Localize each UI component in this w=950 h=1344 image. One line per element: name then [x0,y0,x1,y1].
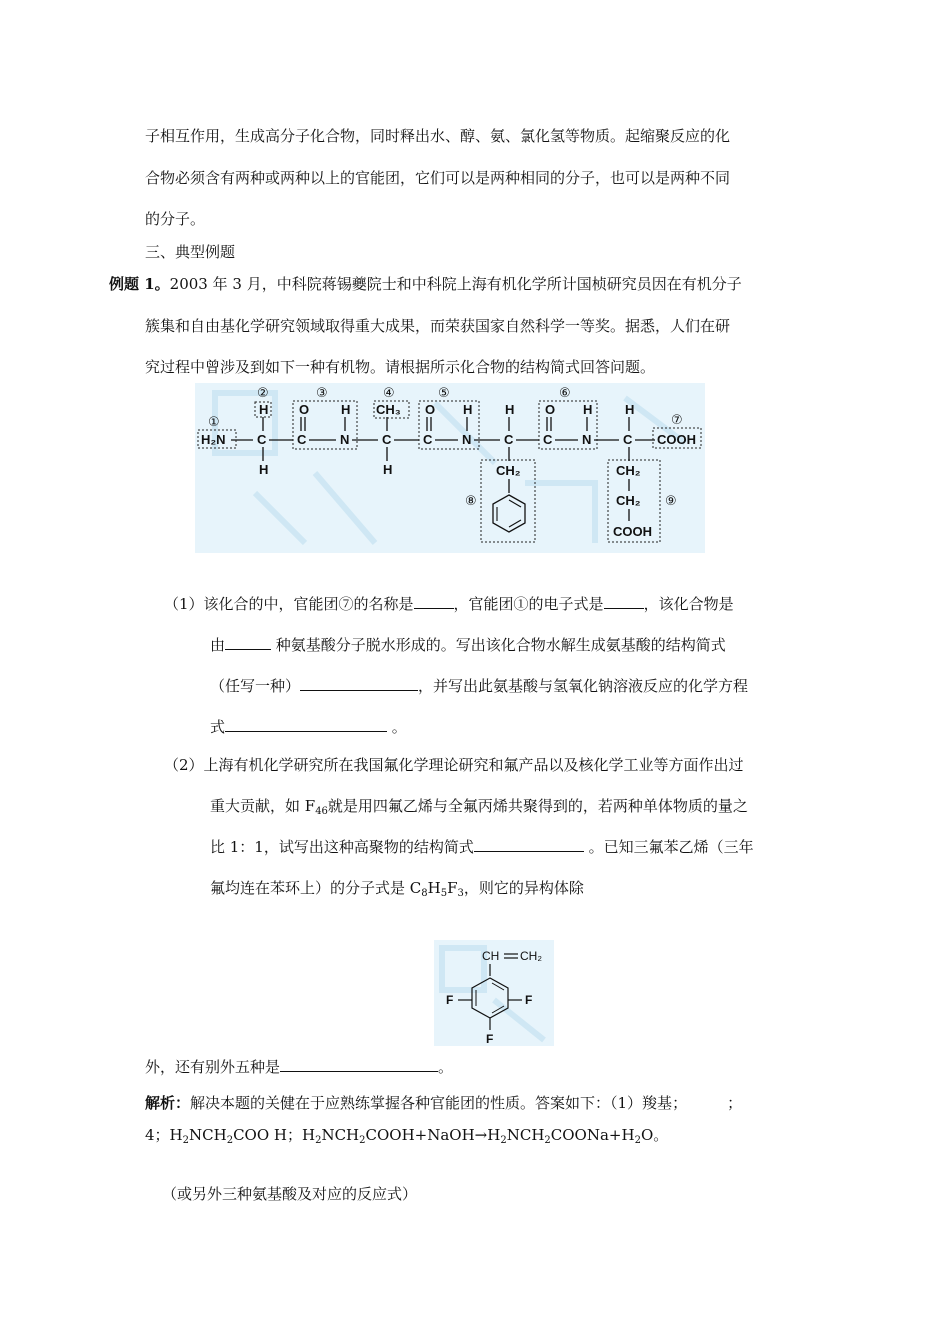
group-number-3: ③ [316,385,328,400]
q1-line-3 [210,676,748,696]
h2n-label: H₂N [201,432,226,447]
s-sub-4: 2 [359,1135,366,1146]
isomer-blank[interactable] [280,1057,438,1072]
h-below-c3: H [383,462,393,477]
example-label: 例题 1。 [109,275,170,293]
q2-text-c2: 。已知三氟苯乙烯（三年 [583,838,754,856]
solution-line-2 [145,1125,668,1145]
q2-sub-3: 3 [457,888,464,899]
after-end: 。 [438,1058,454,1076]
s-7: COONa+H [550,1126,635,1144]
q2-line-3 [210,837,754,857]
s-sub-7: 2 [634,1135,641,1146]
intro-line-2: 合物必须含有两种或两种以上的官能团，它们可以是两种相同的分子，也可以是两种不同 [145,169,731,187]
q1-text-a: （1）该化合的中，官能团⑦的名称是 [164,595,414,613]
chain-c7: C [623,432,633,447]
o-above-c6: O [545,402,556,417]
s-sub-1: 2 [182,1135,189,1146]
s-8: O。 [640,1126,669,1144]
chain-c5: C [504,432,514,447]
q1-text-b: ，官能团①的电子式是 [453,595,604,613]
s-5: COOH+NaOH→H [365,1126,501,1144]
q1-blank-1[interactable] [414,594,454,609]
s-sub-5: 2 [500,1135,507,1146]
q2-sub-46: 46 [315,806,328,817]
q2-text-d4: ，则它的异构体除 [463,879,584,897]
chain-n3: N [582,432,592,447]
q2-text-d3: F [447,879,458,897]
s-6: NCH [506,1126,545,1144]
group-number-7: ⑦ [671,412,683,427]
chain-c3: C [382,432,392,447]
s-2: NCH [189,1126,227,1144]
example1-line-2: 簇集和自由基化学研究领域取得重大成果，而荣获国家自然科学一等奖。据悉，人们在研 [145,317,731,335]
solution-semicolon: ； [727,1094,743,1112]
s-1: 4；H [145,1126,183,1144]
q2-sub-5: 5 [440,888,448,899]
solution-text-a: 解决本题的关健在于应熟练掌握各种官能团的性质。答案如下：（1）羧基； [190,1094,688,1112]
section-title: 三、典型例题 [145,243,236,261]
peptide-structure-svg [195,383,705,553]
note-line: （或另外三种氨基酸及对应的反应式） [162,1185,418,1203]
q2-text-d1: 氟均连在苯环上）的分子式是 C [210,879,422,897]
q1-blank-2[interactable] [604,594,644,609]
peptide-structure-figure [195,383,705,553]
q2-line-4 [210,878,584,898]
s-3: COO H；H [233,1126,316,1144]
after-text: 外，还有别外五种是 [145,1058,281,1076]
q2-text-b1: 重大贡献，如 F [210,797,316,815]
s-sub-6: 2 [544,1135,551,1146]
q1-text-i: 。 [387,718,407,736]
example1-line-3: 究过程中曾涉及到如下一种有机物。请根据所示化合物的结构简式回答问题。 [145,358,656,376]
group-number-1: ① [208,414,220,429]
ch2-side-1: CH₂ [616,463,641,478]
q1-blank-5[interactable] [225,717,387,732]
vinyl-ch: CH [482,949,500,963]
s-sub-3: 2 [315,1135,322,1146]
chain-n1: N [340,432,350,447]
q1-line-1 [164,594,734,614]
q1-text-g: ，并写出此氨基酸与氢氧化钠溶液反应的化学方程 [418,677,749,695]
trifluorostyrene-figure [434,940,554,1046]
h-above-n2: H [463,402,473,417]
solution-line-1 [145,1093,742,1113]
h-above-c7: H [625,402,635,417]
group-number-5: ⑤ [438,385,450,400]
q2-text-b2: 就是用四氟乙烯与全氟丙烯共聚得到的，若两种单体物质的量之 [327,797,748,815]
ch2-benzyl: CH₂ [496,463,521,478]
intro-line-1: 子相互作用，生成高分子化合物，同时释出水、醇、氨、氯化氢等物质。起缩聚反应的化 [145,127,731,145]
group-number-2: ② [257,385,269,400]
fluorine-right: F [525,993,533,1007]
example-text-1: 2003 年 3 月，中科院蒋锡夔院士和中科院上海有机化学所计国桢研究员因在有机分子 [169,275,742,293]
q2-text-c1: 比 1：1，试写出这种高聚物的结构简式 [210,838,474,856]
s-4: NCH [321,1126,360,1144]
s-sub-2: 2 [226,1135,234,1146]
q2-text-d2: H [427,879,441,897]
q1-text-e: 种氨基酸分子脱水形成的。写出该化合物水解生成氨基酸的结构简式 [271,636,726,654]
chain-c2: C [297,432,307,447]
q1-text-f: （任写一种） [210,677,301,695]
ch2-side-2: CH₂ [616,493,641,508]
group-number-8: ⑧ [465,493,477,508]
q1-line-4 [210,717,407,737]
q2-line-2 [210,796,748,816]
q2-blank-1[interactable] [474,837,584,852]
q1-line-2 [210,635,726,655]
q1-text-d: 由 [210,636,226,654]
h-above-n3: H [583,402,593,417]
cooh-terminal: COOH [657,432,696,447]
trifluorostyrene-svg [434,940,554,1046]
chain-c1: C [257,432,267,447]
h-above-c1: H [259,402,269,417]
chain-c6: C [543,432,553,447]
vinyl-ch2: CH₂ [520,949,542,963]
solution-label: 解析： [145,1094,191,1112]
h-below-c1: H [259,462,269,477]
q2-sub-8: 8 [421,888,428,899]
q2-line-1: （2）上海有机化学研究所在我国氟化学理论研究和氟产品以及核化学工业等方面作出过 [164,756,744,774]
q1-text-h: 式 [210,718,226,736]
h-above-c5: H [505,402,515,417]
group-number-9: ⑨ [665,493,677,508]
after-line [145,1057,453,1077]
o-above-c2: O [299,402,310,417]
group-number-6: ⑥ [559,385,571,400]
cooh-side: COOH [613,524,652,539]
q1-blank-3[interactable] [225,635,271,650]
example1-line-1 [109,274,742,294]
group-number-4: ④ [383,385,395,400]
h-above-n1: H [341,402,351,417]
fluorine-left: F [446,993,454,1007]
chain-c4: C [423,432,433,447]
q1-text-c: ，该化合物是 [643,595,734,613]
intro-line-3: 的分子。 [145,210,206,228]
q1-blank-4[interactable] [300,676,418,691]
fluorine-bottom: F [486,1032,494,1046]
chain-n2: N [462,432,472,447]
o-above-c4: O [425,402,436,417]
ch3-above-c3: CH₃ [376,402,401,417]
